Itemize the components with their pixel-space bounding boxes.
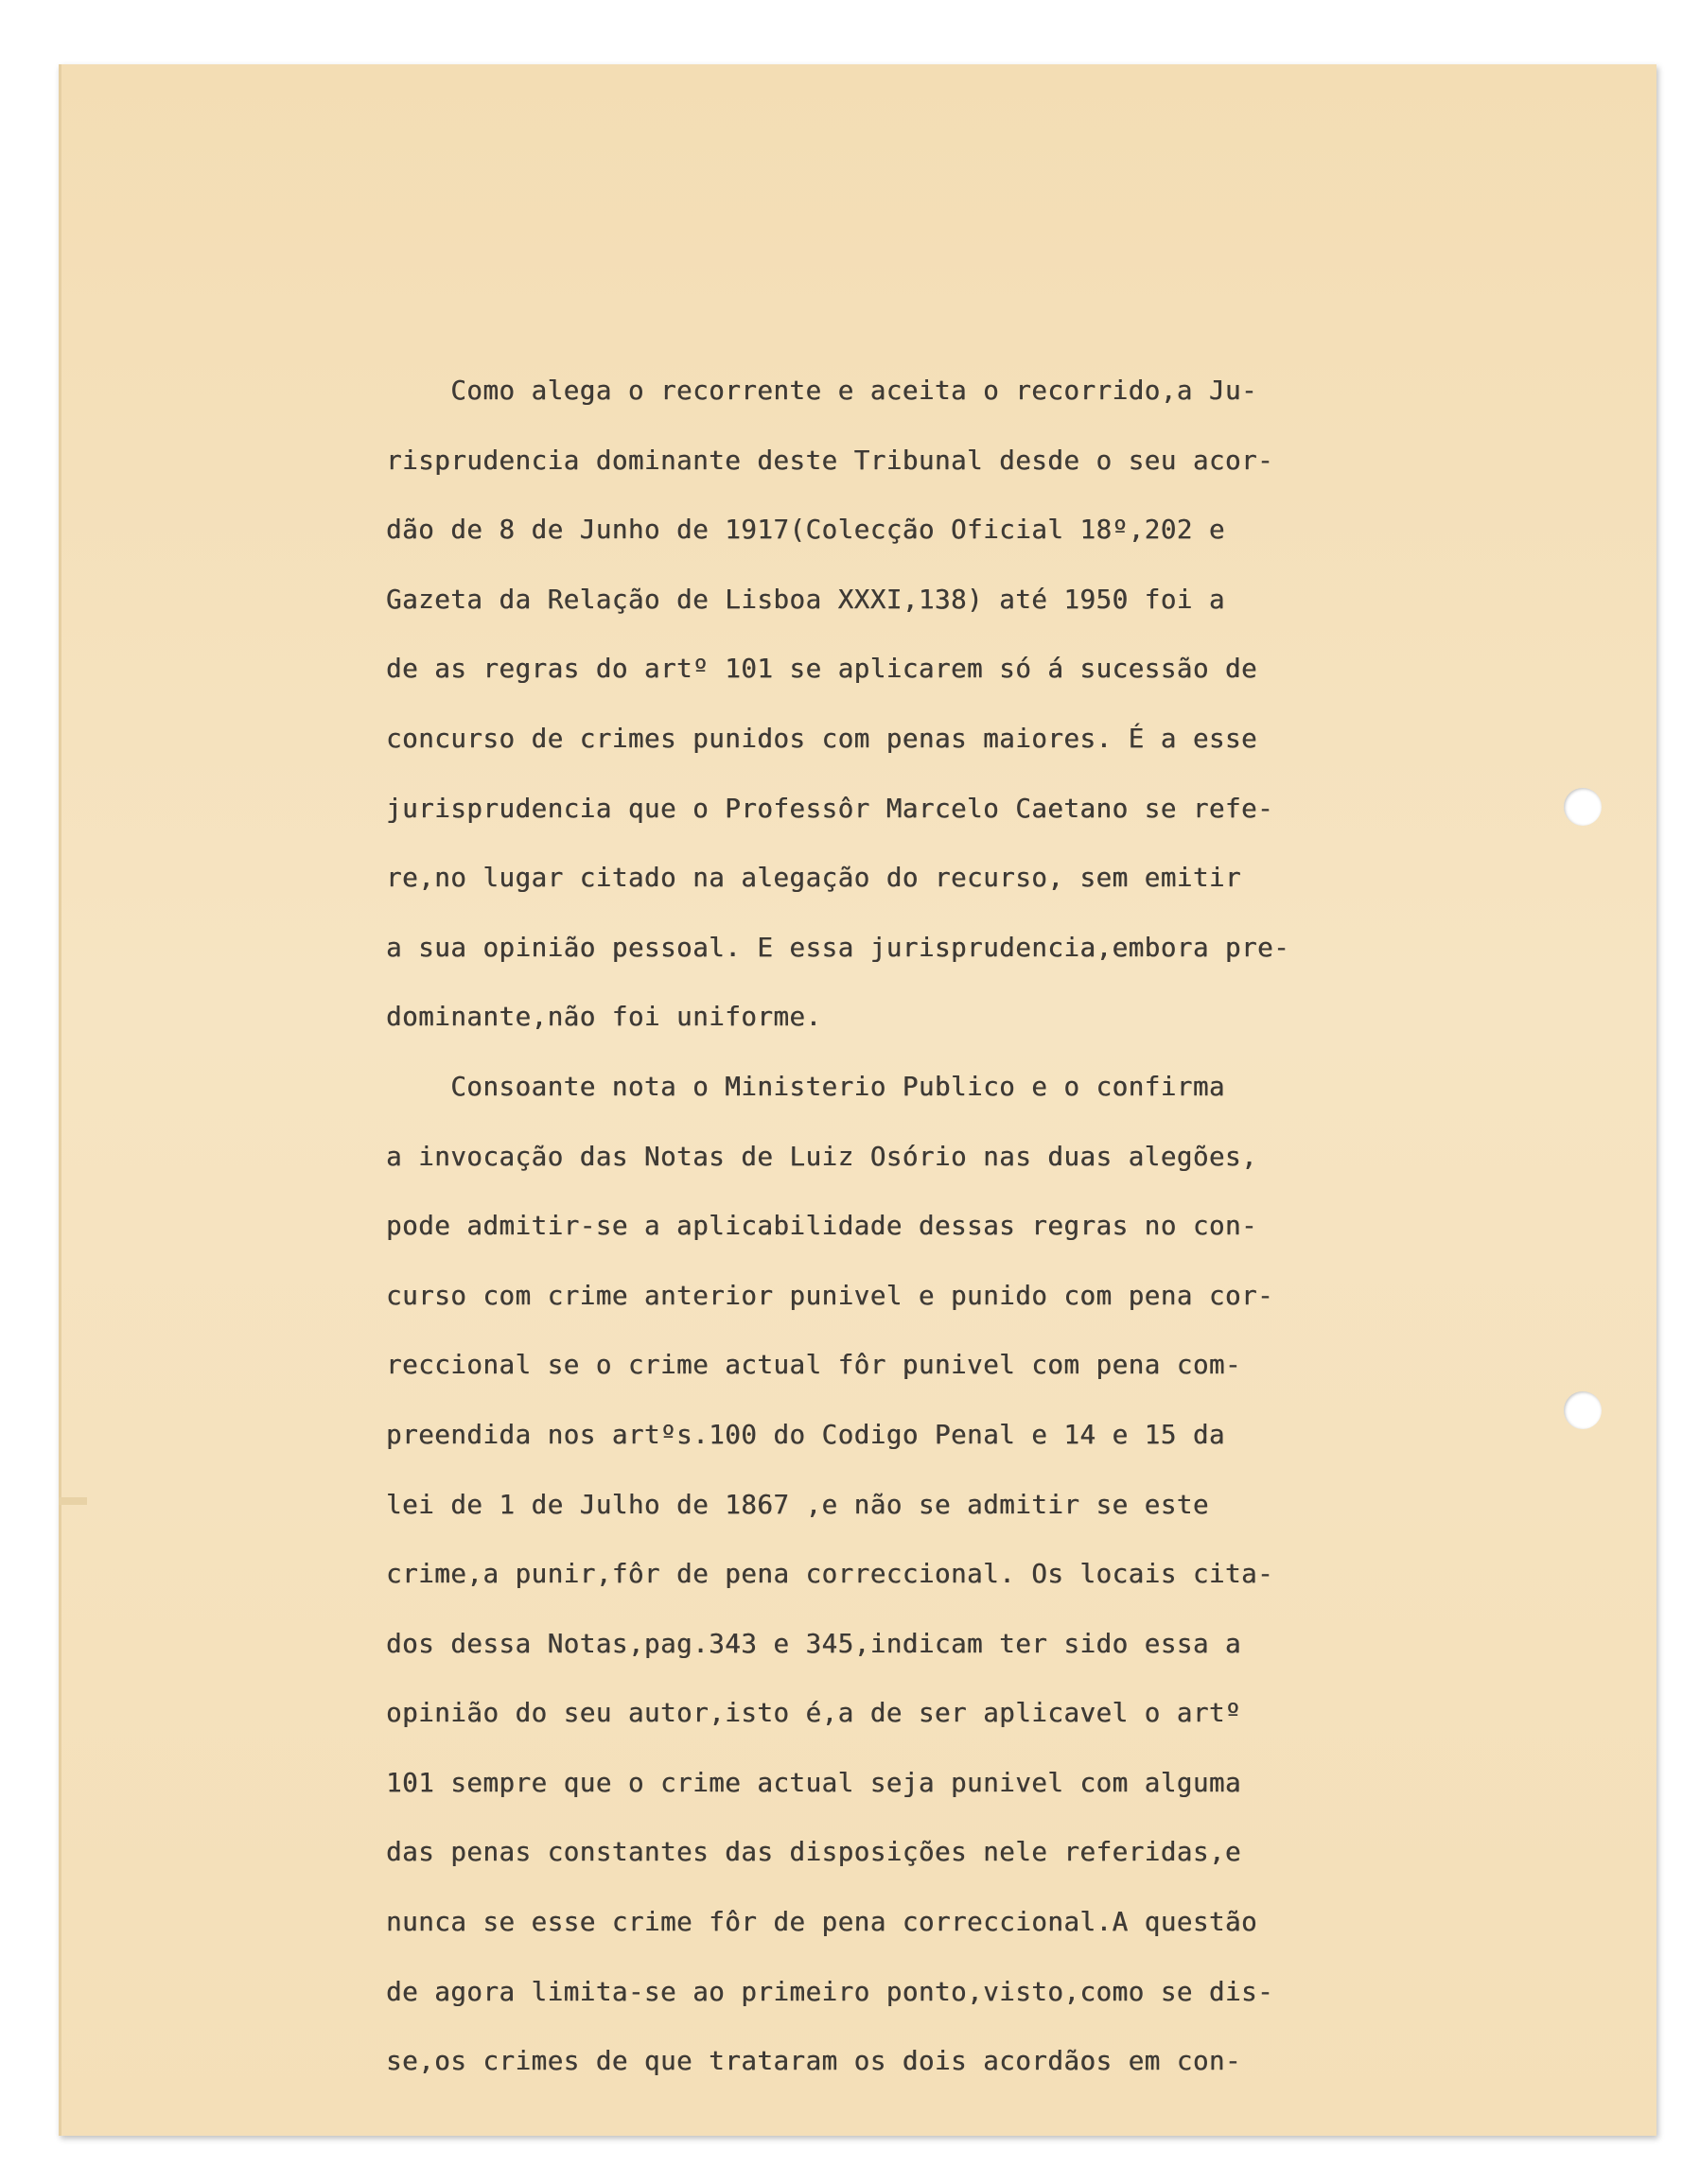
text-line: dominante,não foi uniforme. (386, 1002, 822, 1033)
text-line: Gazeta da Relação de Lisboa XXXI,138) até 1950 foi a (386, 584, 1225, 615)
text-line: crime,a punir,fôr de pena correccional. Os locais cita- (386, 1559, 1274, 1590)
text-line: Como alega o recorrente e aceita o recorrido,a Ju- (386, 376, 1258, 406)
punch-hole-upper (1564, 788, 1602, 826)
text-line: nunca se esse crime fôr de pena correccional.A questão (386, 1907, 1258, 1938)
punch-hole-lower (1564, 1391, 1602, 1429)
text-line: concurso de crimes punidos com penas maiores. É a esse (386, 723, 1258, 754)
text-line: se,os crimes de que trataram os dois acordãos em con- (386, 2046, 1241, 2077)
paper-tear (59, 1497, 87, 1505)
text-line: Consoante nota o Ministerio Publico e o confirma (386, 1071, 1225, 1102)
text-line: a invocação das Notas de Luiz Osório nas duas alegões, (386, 1141, 1258, 1172)
text-line: re,no lugar citado na alegação do recurso, sem emitir (386, 863, 1241, 894)
text-line: a sua opinião pessoal. E essa jurisprudencia,embora pre- (386, 932, 1290, 963)
text-line: 101 sempre que o crime actual seja punivel com alguma (386, 1767, 1241, 1798)
text-line: lei de 1 de Julho de 1867 ,e não se admitir se este (386, 1489, 1209, 1520)
text-line: curso com crime anterior punivel e punido com pena cor- (386, 1280, 1274, 1311)
text-line: preendida nos artºs.100 do Codigo Penal e 14 e 15 da (386, 1419, 1225, 1450)
text-line: das penas constantes das disposições nele referidas,e (386, 1837, 1241, 1868)
text-line: de as regras do artº 101 se aplicarem só á sucessão de (386, 654, 1258, 685)
text-line: reccional se o crime actual fôr punivel com pena com- (386, 1350, 1241, 1381)
text-line: de agora limita-se ao primeiro ponto,visto,como se dis- (386, 1976, 1274, 2007)
typed-text-block (386, 357, 1446, 2097)
text-line: opinião do seu autor,isto é,a de ser aplicavel o artº (386, 1698, 1241, 1729)
text-line: jurisprudencia que o Professôr Marcelo Caetano se refe- (386, 793, 1274, 824)
text-line: dão de 8 de Junho de 1917(Colecção Oficial 18º,202 e (386, 515, 1225, 546)
text-line: pode admitir-se a aplicabilidade dessas regras no con- (386, 1211, 1258, 1242)
text-line: risprudencia dominante deste Tribunal desde o seu acor- (386, 445, 1274, 476)
text-line: dos dessa Notas,pag.343 e 345,indicam ter sido essa a (386, 1628, 1241, 1659)
